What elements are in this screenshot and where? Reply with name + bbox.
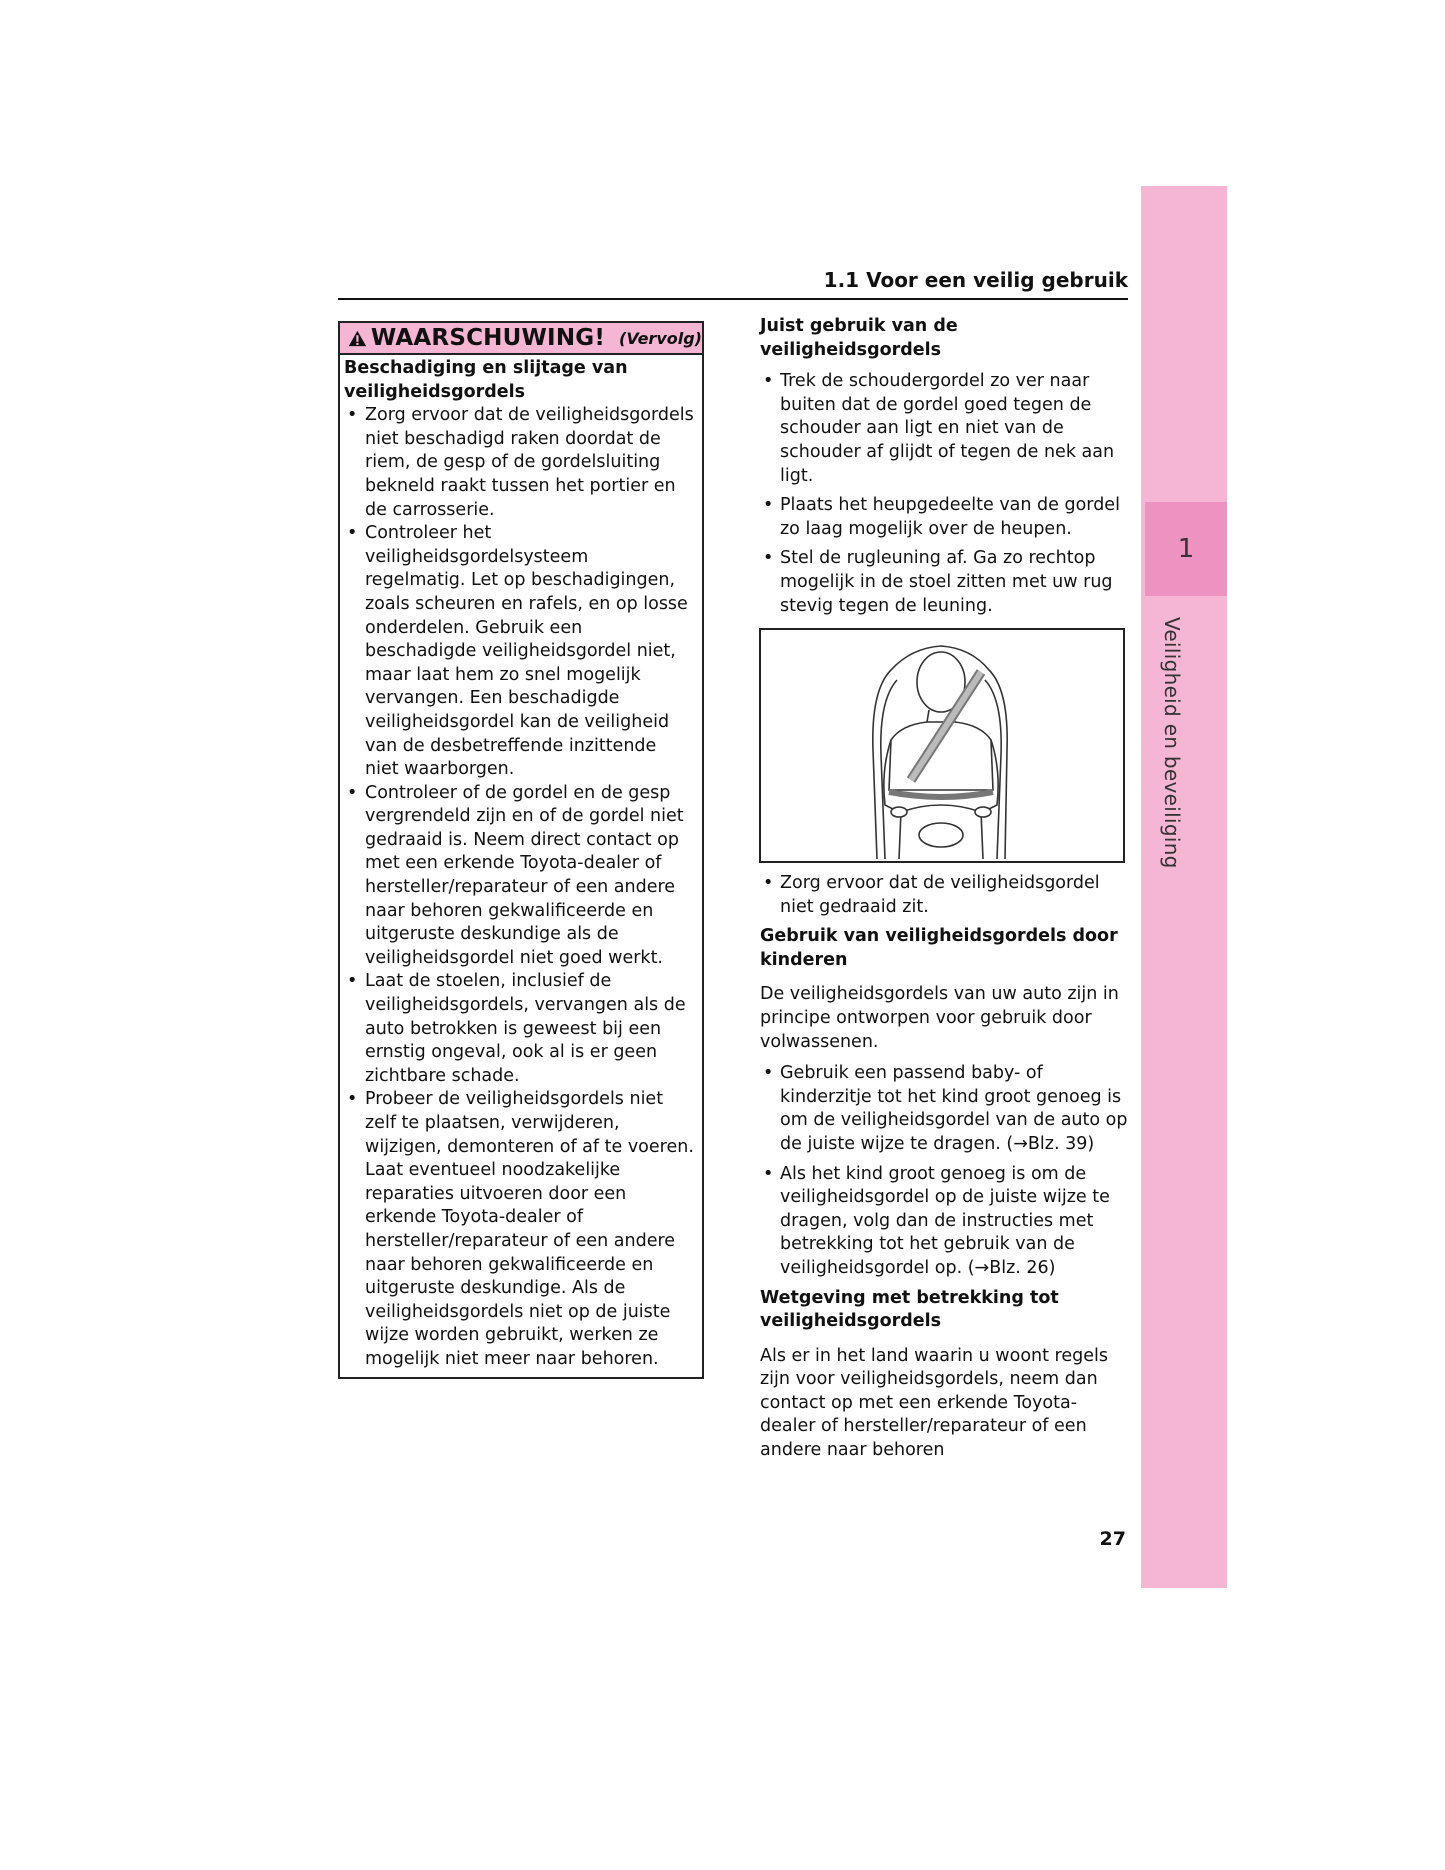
after-figure-list: [760, 872, 1130, 919]
bullet-dot: •: [347, 782, 358, 803]
list-item: [760, 1163, 1130, 1281]
warning-subtitle: (Vervolg): [619, 328, 702, 348]
bullet-text: Zorg ervoor dat de veiligheidsgordel niet gedraaid zit.: [780, 873, 1100, 917]
bullet-text: Probeer de veiligheidsgordels niet zelf te plaatsen, verwijderen, wijzigen, demonteren of af te voeren. Laat eventueel noodzakelijke reparaties uitvoeren door een erkende Toyota-dealer of hersteller/reparateur of een andere naar behoren gekwalificeerde en uitgeruste deskundige. Als de veiligheidsgordels niet op de juiste wijze worden gebruikt, werken ze mogelijk niet meer naar behoren.: [365, 1089, 694, 1369]
bullet-text: Controleer het veiligheidsgordelsysteem regelmatig. Let op beschadigingen, zoals scheuren en rafels, en op losse onderdelen. Gebruik een beschadigde veiligheidsgordel niet, maar laat hem zo snel mogelijk vervangen. Een beschadigde veiligheidsgordel kan de veiligheid van de desbetreffende inzittende niet waarborgen.: [365, 523, 688, 780]
list-item: [760, 872, 1130, 919]
children-list: [760, 1062, 1130, 1280]
list-item: [760, 370, 1130, 488]
bullet-dot: •: [347, 405, 358, 426]
list-item: [760, 1062, 1130, 1156]
bullet-text: Zorg ervoor dat de veiligheidsgordels niet beschadigd raken doordat de riem, de gesp of de gordelsluiting bekneld raakt tussen het portier en de carrosserie.: [365, 405, 694, 520]
list-item: [344, 782, 694, 971]
bullet-dot: •: [763, 1063, 774, 1084]
bullet-dot: •: [347, 971, 358, 992]
section-heading: Juist gebruik van de veiligheidsgordels: [760, 316, 958, 360]
bullet-dot: •: [763, 495, 774, 516]
warning-heading: Beschadiging en slijtage van veiligheidsgordels: [344, 358, 628, 402]
bullet-text: Gebruik een passend baby- of kinderzitje tot het kind groot genoeg is om de veiligheidsgordel van de auto op de juiste wijze te dragen. (→Blz. 39): [780, 1063, 1128, 1154]
bullet-text: Controleer of de gordel en de gesp vergrendeld zijn en of de gordel niet gedraaid is. Neem direct contact op met een erkende Toyota-dealer of hersteller/reparateur of een andere naar behoren gekwalificeerde en uitgeruste deskundige als de veiligheidsgordel niet goed werkt.: [365, 782, 684, 968]
section-heading: Gebruik van veiligheidsgordels door kinderen: [760, 926, 1118, 970]
warning-triangle-icon: [348, 327, 367, 350]
bullet-text: Laat de stoelen, inclusief de veiligheidsgordels, vervangen als de auto betrokken is geweest bij een ernstig ongeval, ook al is er geen zichtbare schade.: [365, 971, 686, 1086]
warning-header: [340, 323, 702, 355]
chapter-side-tab: [1141, 186, 1227, 1588]
page-number: 27: [1099, 1528, 1126, 1550]
section-seatbelt-use: [760, 315, 1130, 624]
section-paragraph: Als er in het land waarin u woont regels zijn voor veiligheidsgordels, neem dan contact op met een erkende Toyota-dealer of hersteller/reparateur of een andere naar behoren: [760, 1345, 1108, 1461]
list-item: [344, 404, 694, 522]
list-item: [344, 522, 694, 782]
warning-title: WAARSCHUWING!: [370, 325, 606, 351]
list-item: [344, 970, 694, 1088]
seated-person-illustration: [761, 630, 1123, 861]
bullet-dot: •: [763, 873, 774, 893]
list-item: [344, 1088, 694, 1371]
list-item: [760, 494, 1130, 541]
bullet-dot: •: [763, 371, 774, 392]
warning-body: [340, 355, 702, 1372]
bullet-text: Stel de rugleuning af. Ga zo rechtop mogelijk in de stoel zitten met uw rug stevig tegen de leuning.: [780, 548, 1113, 616]
warning-box: [338, 321, 704, 1379]
bullet-dot: •: [347, 523, 358, 544]
chapter-number: 1: [1177, 534, 1195, 564]
list-item: [760, 547, 1130, 618]
chapter-title: Veiligheid en beveiliging: [1160, 617, 1184, 869]
section-children: [760, 872, 1130, 1463]
bullet-text: Als het kind groot genoeg is om de veiligheidsgordel op de juiste wijze te dragen, volg dan de instructies met betrekking tot het gebruik van de veiligheidsgordel op. (→Blz. 26): [780, 1163, 1110, 1278]
bullet-text: Plaats het heupgedeelte van de gordel zo laag mogelijk over de heupen.: [780, 495, 1120, 539]
header-rule: [338, 298, 1128, 300]
section-heading: Wetgeving met betrekking tot veiligheidsgordels: [760, 1287, 1059, 1332]
chapter-number-tab: [1145, 502, 1227, 596]
bullet-dot: •: [763, 1163, 774, 1184]
seatbelt-use-list: [760, 370, 1130, 618]
bullet-dot: •: [347, 1089, 358, 1110]
seatbelt-illustration: [759, 628, 1125, 863]
bullet-text: Trek de schoudergordel zo ver naar buiten dat de gordel goed tegen de schouder aan ligt en niet van de schouder af glijdt of tegen de nek aan ligt.: [780, 371, 1115, 486]
section-header: 1.1 Voor een veilig gebruik: [823, 268, 1128, 292]
bullet-dot: •: [763, 548, 774, 569]
section-paragraph: De veiligheidsgordels van uw auto zijn in principe ontworpen voor gebruik door volwassenen.: [760, 984, 1119, 1052]
warning-bullet-list: [344, 404, 694, 1371]
